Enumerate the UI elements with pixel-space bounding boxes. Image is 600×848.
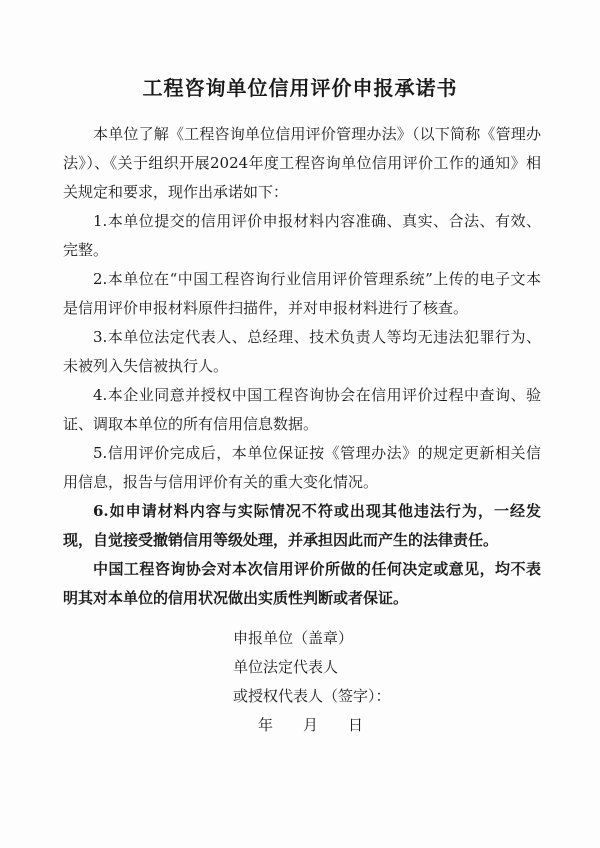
commitment-item-4: 4.本企业同意并授权中国工程咨询协会在信用评价过程中查询、验证、调取本单位的所有信用信息数据。 [63, 386, 541, 433]
commitment-item-1: 1.本单位提交的信用评价申报材料内容准确、真实、合法、有效、完整。 [63, 212, 541, 259]
document-body [63, 120, 541, 613]
signature-block [233, 624, 391, 740]
commitment-item-6: 6.如申请材料内容与实际情况不符或出现其他违法行为，一经发现，自觉接受撤销信用等级处理，并承担因此而产生的法律责任。 [63, 502, 541, 549]
commitment-item-5: 5.信用评价完成后，本单位保证按《管理办法》的规定更新相关信用信息，报告与信用评价有关的重大变化情况。 [63, 444, 541, 491]
date-line: 年 月 日 [258, 716, 364, 734]
applicant-unit-label: 申报单位（盖章） [233, 629, 354, 647]
disclaimer-paragraph: 中国工程咨询协会对本次信用评价所做的任何决定或意见，均不表明其对本单位的信用状况做出实质性判断或者保证。 [63, 560, 541, 607]
commitment-item-2: 2.本单位在“中国工程咨询行业信用评价管理系统”上传的电子文本是信用评价申报材料原件扫描件，并对申报材料进行了核查。 [63, 270, 541, 317]
intro-paragraph: 本单位了解《工程咨询单位信用评价管理办法》（以下简称《管理办法》）、《关于组织开展2024年度工程咨询单位信用评价工作的通知》相关规定和要求，现作出承诺如下： [63, 125, 541, 201]
authorized-representative-label: 或授权代表人（签字）： [233, 687, 391, 705]
document-title: 工程咨询单位信用评价申报承诺书 [142, 76, 458, 100]
legal-representative-label: 单位法定代表人 [233, 658, 339, 676]
commitment-item-3: 3.本单位法定代表人、总经理、技术负责人等均无违法犯罪行为、未被列入失信被执行人。 [63, 328, 541, 375]
